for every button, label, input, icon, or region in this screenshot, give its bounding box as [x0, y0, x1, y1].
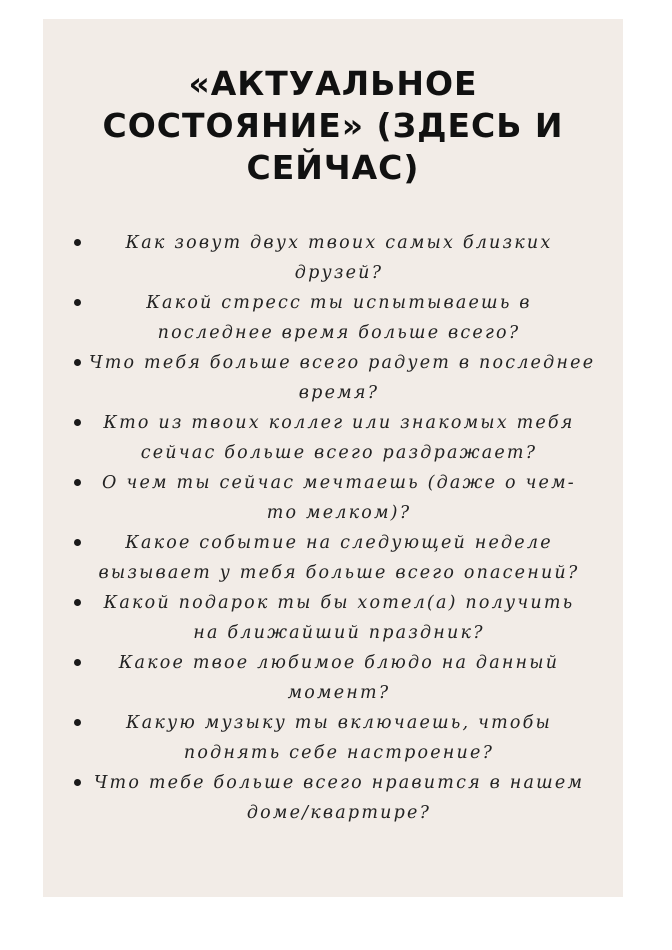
bullet-icon [74, 479, 81, 486]
bullet-icon [74, 359, 81, 366]
question-text [89, 348, 596, 408]
list-item [43, 588, 623, 648]
question-text [89, 288, 589, 348]
question-text [89, 648, 589, 708]
list-item [43, 468, 623, 528]
list-item [43, 528, 623, 588]
question-text [89, 588, 589, 648]
question-line: Какое твое любимое блюдо на данный [118, 653, 560, 673]
bullet-icon [74, 659, 81, 666]
question-line: момент? [287, 683, 391, 703]
question-text [89, 468, 589, 528]
question-line: Какой стресс ты испытываешь в [146, 293, 532, 313]
title-line: СЕЙЧАС) [246, 148, 420, 187]
question-line: Что тебе больше всего нравится в нашем [93, 773, 585, 793]
question-list [43, 228, 623, 828]
question-text [89, 408, 589, 468]
question-text [89, 228, 589, 288]
list-item [43, 408, 623, 468]
question-line: О чем ты сейчас мечтаешь (даже о чем- [102, 473, 576, 493]
list-item [43, 648, 623, 708]
question-line: вызывает у тебя больше всего опасений? [98, 563, 580, 583]
question-line: поднять себе настроение? [183, 743, 495, 763]
bullet-icon [74, 239, 81, 246]
question-line: сейчас больше всего раздражает? [140, 443, 538, 463]
question-line: последнее время больше всего? [157, 323, 521, 343]
question-line: Какое событие на следующей неделе [125, 533, 553, 553]
question-text [89, 708, 589, 768]
question-line: то мелком)? [266, 503, 412, 523]
bullet-icon [74, 779, 81, 786]
bullet-icon [74, 419, 81, 426]
list-item [43, 708, 623, 768]
bullet-icon [74, 719, 81, 726]
page-title [43, 63, 623, 189]
list-item [43, 228, 623, 288]
question-line: Какую музыку ты включаешь, чтобы [125, 713, 553, 733]
question-text [89, 768, 589, 828]
question-text [89, 528, 589, 588]
question-line: время? [298, 383, 380, 403]
worksheet-card [43, 19, 623, 897]
title-line: СОСТОЯНИЕ» (ЗДЕСЬ И [102, 106, 564, 145]
question-line: Какой подарок ты бы хотел(а) получить [103, 593, 575, 613]
question-line: доме/квартире? [246, 803, 432, 823]
question-line: на ближайший праздник? [193, 623, 485, 643]
question-line: Что тебя больше всего радует в последнее [89, 353, 596, 373]
bullet-icon [74, 299, 81, 306]
question-line: Как зовут двух твоих самых близких [125, 233, 553, 253]
list-item [43, 348, 623, 408]
list-item [43, 768, 623, 828]
question-line: Кто из твоих коллег или знакомых тебя [103, 413, 575, 433]
list-item [43, 288, 623, 348]
bullet-icon [74, 539, 81, 546]
question-line: друзей? [294, 263, 384, 283]
bullet-icon [74, 599, 81, 606]
title-line: «АКТУАЛЬНОЕ [188, 64, 478, 103]
